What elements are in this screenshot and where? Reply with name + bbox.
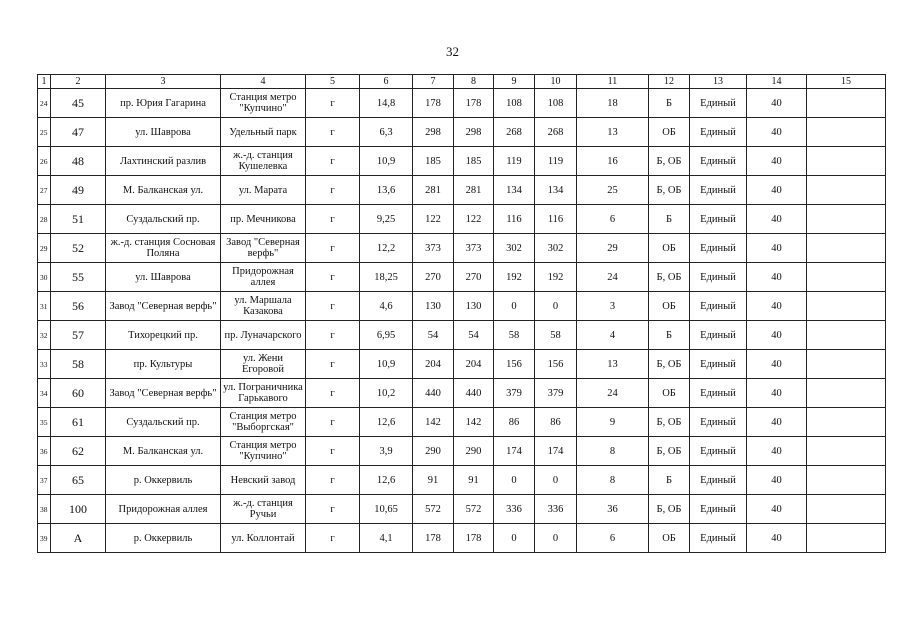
table-cell [807,350,886,379]
table-cell: 373 [454,234,494,263]
table-cell: г [306,205,360,234]
table-cell: 52 [51,234,106,263]
table-cell: 192 [535,263,577,292]
table-cell: 31 [38,292,51,321]
table-cell: Б, ОБ [649,437,690,466]
table-cell: 10,9 [360,147,413,176]
table-cell: 0 [535,292,577,321]
table-cell: ОБ [649,524,690,553]
table-row [38,234,886,263]
table-cell: 13,6 [360,176,413,205]
table-cell: 40 [747,524,807,553]
table-cell: г [306,379,360,408]
table-cell: 39 [38,524,51,553]
table-cell: Станция метро "Купчино" [221,437,306,466]
column-header: 11 [577,75,649,89]
table-cell: 10,2 [360,379,413,408]
table-row [38,321,886,350]
column-header: 4 [221,75,306,89]
table-cell: 298 [413,118,454,147]
table-cell: Станция метро "Выборгская" [221,408,306,437]
table-cell: Единый [690,350,747,379]
table-cell: 156 [494,350,535,379]
routes-table [37,74,886,553]
table-cell: 122 [413,205,454,234]
table-cell: г [306,147,360,176]
table-cell: 119 [535,147,577,176]
column-header: 7 [413,75,454,89]
table-cell: Единый [690,263,747,292]
table-cell: 54 [454,321,494,350]
table-cell: Единый [690,118,747,147]
table-cell: ОБ [649,118,690,147]
table-cell [807,321,886,350]
table-cell: 28 [38,205,51,234]
table-cell: 12,6 [360,408,413,437]
table-cell: 268 [494,118,535,147]
table-cell: ул. Пограничника Гарькавого [221,379,306,408]
table-cell: 40 [747,263,807,292]
table-cell: ул. Жени Егоровой [221,350,306,379]
table-cell: 35 [38,408,51,437]
table-cell: г [306,408,360,437]
table-cell: 40 [747,292,807,321]
table-cell: 45 [51,89,106,118]
table-row [38,263,886,292]
table-cell: 6,3 [360,118,413,147]
table-cell: г [306,118,360,147]
table-cell: 91 [454,466,494,495]
table-cell: 100 [51,495,106,524]
table-cell: 86 [494,408,535,437]
table-cell: 33 [38,350,51,379]
table-cell: 40 [747,437,807,466]
table-cell: 40 [747,466,807,495]
table-cell: 24 [38,89,51,118]
header-row [38,75,886,89]
table-cell: 14,8 [360,89,413,118]
table-cell: 40 [747,321,807,350]
table-cell: ОБ [649,379,690,408]
table-cell: 130 [413,292,454,321]
table-cell: 10,65 [360,495,413,524]
table-cell: 40 [747,147,807,176]
table-cell: г [306,350,360,379]
column-header: 14 [747,75,807,89]
table-cell: 40 [747,176,807,205]
table-cell: р. Оккервиль [106,466,221,495]
table-cell: г [306,234,360,263]
table-row [38,89,886,118]
table-cell: 40 [747,118,807,147]
table-cell: 440 [413,379,454,408]
table-cell: Единый [690,89,747,118]
table-cell: 58 [51,350,106,379]
table-row [38,379,886,408]
table-cell: 40 [747,89,807,118]
table-cell: Б, ОБ [649,176,690,205]
table-cell: М. Балканская ул. [106,176,221,205]
table-cell: Б, ОБ [649,495,690,524]
table-cell: Завод "Северная верфь" [106,292,221,321]
table-row [38,408,886,437]
table-row [38,466,886,495]
column-header: 6 [360,75,413,89]
table-cell [807,263,886,292]
table-cell: 0 [494,292,535,321]
column-header: 3 [106,75,221,89]
table-cell: 91 [413,466,454,495]
column-header: 15 [807,75,886,89]
column-header: 9 [494,75,535,89]
table-cell: 65 [51,466,106,495]
table-cell: пр. Культуры [106,350,221,379]
table-row [38,437,886,466]
table-cell: 49 [51,176,106,205]
table-cell: 25 [38,118,51,147]
table-cell: 48 [51,147,106,176]
table-cell: 281 [413,176,454,205]
table-cell: 0 [494,466,535,495]
table-cell: ул. Маршала Казакова [221,292,306,321]
column-header: 2 [51,75,106,89]
table-cell: ул. Шаврова [106,118,221,147]
table-cell: 47 [51,118,106,147]
table-cell: Единый [690,205,747,234]
table-cell: г [306,524,360,553]
table-cell [807,495,886,524]
table-cell: 572 [413,495,454,524]
table-row [38,292,886,321]
table-cell: 58 [535,321,577,350]
table-cell: 12,2 [360,234,413,263]
table-cell: 58 [494,321,535,350]
table-cell: 204 [454,350,494,379]
table-cell: ОБ [649,234,690,263]
table-cell: 3,9 [360,437,413,466]
table-cell: Б, ОБ [649,263,690,292]
table-cell: 142 [413,408,454,437]
table-cell: 178 [413,89,454,118]
table-row [38,205,886,234]
table-cell: 0 [535,466,577,495]
table-cell [807,147,886,176]
table-cell: 302 [494,234,535,263]
table-cell: Единый [690,321,747,350]
table-cell: 185 [413,147,454,176]
table-cell: 6,95 [360,321,413,350]
table-cell [807,89,886,118]
table-cell: 24 [577,379,649,408]
column-header: 13 [690,75,747,89]
table-cell: г [306,321,360,350]
table-row [38,495,886,524]
table-cell: 156 [535,350,577,379]
table-cell: 40 [747,234,807,263]
table-cell: г [306,263,360,292]
table-cell: 34 [38,379,51,408]
table-cell: 108 [494,89,535,118]
table-cell: 29 [577,234,649,263]
table-cell [807,292,886,321]
table-cell: 174 [535,437,577,466]
table-cell [807,234,886,263]
table-cell [807,118,886,147]
table-cell: г [306,437,360,466]
table-cell: 290 [454,437,494,466]
table-cell: г [306,466,360,495]
table-cell: Единый [690,147,747,176]
table-cell: Завод "Северная верфь" [221,234,306,263]
table-cell: 122 [454,205,494,234]
table-cell: 13 [577,118,649,147]
table-cell: 40 [747,495,807,524]
table-cell: ж.-д. станция Ручьи [221,495,306,524]
table-cell: 268 [535,118,577,147]
table-cell: 8 [577,466,649,495]
table-cell: г [306,176,360,205]
table-cell: 142 [454,408,494,437]
table-cell: 37 [38,466,51,495]
table-cell: М. Балканская ул. [106,437,221,466]
table-cell: Б [649,89,690,118]
table-cell: Единый [690,466,747,495]
table-cell: 185 [454,147,494,176]
table-cell: пр. Юрия Гагарина [106,89,221,118]
table-cell: 57 [51,321,106,350]
table-cell: 51 [51,205,106,234]
table-cell: 18 [577,89,649,118]
table-cell: Единый [690,379,747,408]
table-cell: ул. Шаврова [106,263,221,292]
column-header: 1 [38,75,51,89]
table-cell: 572 [454,495,494,524]
table-cell: 379 [494,379,535,408]
table-cell: 298 [454,118,494,147]
table-cell: ж.-д. станция Кушелевка [221,147,306,176]
table-cell: 38 [38,495,51,524]
table-cell: ОБ [649,292,690,321]
table-cell: Придорожная аллея [221,263,306,292]
table-cell: Удельный парк [221,118,306,147]
table-cell: 178 [413,524,454,553]
table-cell: 8 [577,437,649,466]
column-header: 8 [454,75,494,89]
table-cell: Единый [690,408,747,437]
table-cell: Б [649,321,690,350]
table-cell: 178 [454,89,494,118]
table-cell: 18,25 [360,263,413,292]
table-cell: 60 [51,379,106,408]
table-cell: 56 [51,292,106,321]
table-cell: Суздальский пр. [106,205,221,234]
table-row [38,350,886,379]
table-cell: пр. Луначарского [221,321,306,350]
table-cell: 130 [454,292,494,321]
table-cell: 178 [454,524,494,553]
table-row [38,118,886,147]
table-cell: г [306,495,360,524]
table-cell: 12,6 [360,466,413,495]
table-cell: 281 [454,176,494,205]
table-cell: Невский завод [221,466,306,495]
table-cell: Б, ОБ [649,350,690,379]
table-cell: 9 [577,408,649,437]
table-cell: Единый [690,437,747,466]
table-cell: 290 [413,437,454,466]
table-cell: 55 [51,263,106,292]
table-cell: 174 [494,437,535,466]
column-header: 10 [535,75,577,89]
table-cell: 4,6 [360,292,413,321]
table-cell: р. Оккервиль [106,524,221,553]
table-cell [807,205,886,234]
table-cell: Станция метро "Купчино" [221,89,306,118]
table-cell: 192 [494,263,535,292]
table-cell: 27 [38,176,51,205]
table-cell: 29 [38,234,51,263]
table-cell: 25 [577,176,649,205]
table-cell: 204 [413,350,454,379]
table-cell: ж.-д. станция Сосновая Поляна [106,234,221,263]
table-cell [807,176,886,205]
table-cell: 336 [535,495,577,524]
table-cell: 302 [535,234,577,263]
table-cell: Лахтинский разлив [106,147,221,176]
table-cell [807,379,886,408]
table-cell: 54 [413,321,454,350]
table-cell: 0 [494,524,535,553]
table-cell [807,466,886,495]
table-cell: 26 [38,147,51,176]
column-header: 12 [649,75,690,89]
table-cell: 336 [494,495,535,524]
table-cell: 116 [494,205,535,234]
table-cell: Единый [690,495,747,524]
table-cell: 134 [535,176,577,205]
table-cell: 270 [454,263,494,292]
table-cell [807,437,886,466]
table-cell: 0 [535,524,577,553]
table-cell: 9,25 [360,205,413,234]
table-cell: 3 [577,292,649,321]
table-body [38,89,886,553]
table-cell: 440 [454,379,494,408]
table-cell [807,524,886,553]
table-cell: 62 [51,437,106,466]
table-cell: 108 [535,89,577,118]
table-cell: Завод "Северная верфь" [106,379,221,408]
table-cell: Б [649,466,690,495]
table-cell: 36 [38,437,51,466]
table-row [38,147,886,176]
table-cell: Единый [690,524,747,553]
table-cell: Единый [690,234,747,263]
table-cell: 4 [577,321,649,350]
table-cell: Суздальский пр. [106,408,221,437]
table-cell: 13 [577,350,649,379]
table-cell: Б, ОБ [649,147,690,176]
table-cell: ул. Марата [221,176,306,205]
table-cell: 86 [535,408,577,437]
table-cell: Б [649,205,690,234]
table-cell: г [306,89,360,118]
table-cell [807,408,886,437]
table-cell: 116 [535,205,577,234]
table-cell: 16 [577,147,649,176]
column-header: 5 [306,75,360,89]
table-cell: 40 [747,350,807,379]
table-cell: 379 [535,379,577,408]
table-cell: пр. Мечникова [221,205,306,234]
table-cell: 270 [413,263,454,292]
table-cell: 61 [51,408,106,437]
table-cell: Б, ОБ [649,408,690,437]
table-cell: А [51,524,106,553]
table-cell: 36 [577,495,649,524]
table-cell: 24 [577,263,649,292]
table-cell: 32 [38,321,51,350]
table-cell: 6 [577,524,649,553]
table-cell: 373 [413,234,454,263]
table-cell: 40 [747,408,807,437]
table-cell: 6 [577,205,649,234]
table-cell: Придорожная аллея [106,495,221,524]
table-cell: ул. Коллонтай [221,524,306,553]
table-cell: 119 [494,147,535,176]
table-cell: Единый [690,292,747,321]
table-cell: 134 [494,176,535,205]
table-cell: 30 [38,263,51,292]
table-cell: Единый [690,176,747,205]
table-cell: 40 [747,379,807,408]
table-cell: Тихорецкий пр. [106,321,221,350]
table-cell: 4,1 [360,524,413,553]
table-cell: 40 [747,205,807,234]
table-cell: 10,9 [360,350,413,379]
table-cell: г [306,292,360,321]
table-row [38,176,886,205]
table-row [38,524,886,553]
page-number: 32 [446,44,459,59]
